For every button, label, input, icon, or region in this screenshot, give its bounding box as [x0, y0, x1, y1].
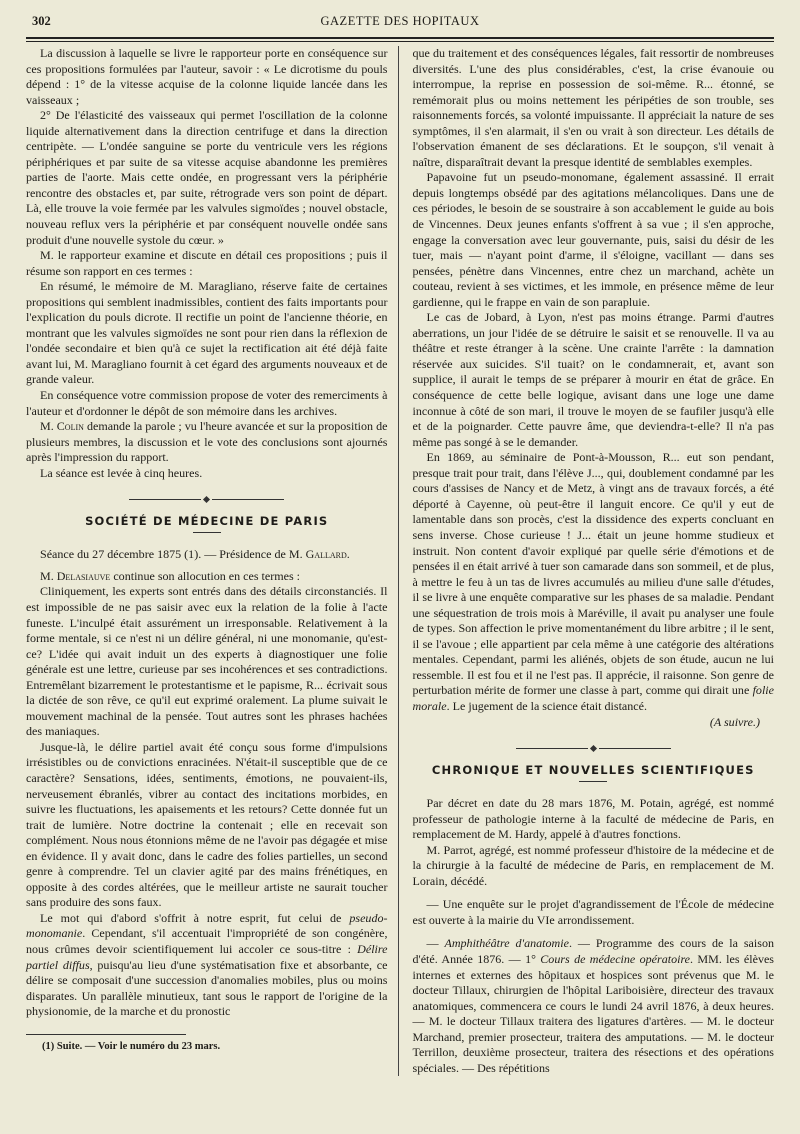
paragraph-text: . — Programme des cours de la saison d'été. Année 1876. — 1°	[412, 936, 774, 966]
page-number: 302	[32, 14, 51, 28]
title-rule	[579, 781, 607, 782]
paragraph	[26, 911, 388, 1020]
paragraph-text: . Cependant, s'il accentuait l'impropriété de son congénère, nous crûmes devoir scientifiquement lui accoler ce sous-titre :	[26, 926, 388, 956]
paragraph	[26, 569, 388, 585]
italic-term: pseudo-monomanie	[26, 910, 388, 941]
continued-note: (A suivre.)	[709, 714, 760, 729]
paragraph-text: . Le jugement de la science était distancé.	[446, 698, 647, 713]
right-column	[413, 46, 775, 1076]
paragraph	[413, 450, 775, 714]
paragraph: 2° De l'élasticité des vaisseaux qui permet l'oscillation de la colonne liquide alternativement dans la direction centrifuge et dans la direction centripète. — L'ondée sanguine se porte du ventricule vers les régions périphériques et par suite de sa vitesse acquise abandonne les premières parties de l'aorte. Mais cette ondée, en progressant vers la périphérie rencontre des obstacles et, par suite, rétrograde vers son point de départ. Là, elle trouve la voie fermée par les valvules sigmoïdes ; nouvel obstacle, nouveau reflux vers la périphérie et par conséquent nouvelle ondée sans produit d'une nouvelle systole du cœur. »	[26, 108, 388, 247]
section-title: CHRONIQUE ET NOUVELLES SCIENTIFIQUES	[431, 763, 755, 778]
paragraph-text: , puisqu'au lieu d'une systématisation fixe et absorbante, ce délire se composait d'une succession d'anomalies mobiles, plus ou moins disparates. Un parallèle minutieux, tant sous le rapport de l'origine de la physionomie, de la marche et du pronostic	[26, 957, 388, 1019]
paragraph: Cliniquement, les experts sont entrés dans des détails circonstanciés. Il est impossible de ne pas saisir avec eux la relation de la folie à l'acte funeste. L'inculpé était assurément un irresponsable. Relativement à la forme mentale, si ce n'est ni un délire général, ni une monomanie, qu'est-ce? L'idée qui avait induit un des experts à diagnostiquer une folie générale est une lettre, curieuse par ses incohérences et ses contradictions. Entremêlant bizarrement le protestantisme et le papisme, R... écrivait sous la dictée de son rêve, ce qu'il eut exprimé oralement. La plume suivait le mouvement machinal de la pensée. Tout autres sont les phrases hachées des maniaques.	[26, 584, 388, 739]
president-name: Gallard.	[305, 547, 350, 562]
italic-term: Amphithéâtre d'anatomie	[444, 936, 569, 951]
paragraph-text: . MM. les élèves internes et externes des hôpitaux et hospices sont prévenus que M. le docteur Tillaux, chirurgien de l'hôpital Lariboisière, directeur des travaux anatomiques, commencera ce cours le lundi 24 avril 1876, à deux heures. — M. le docteur Tillaux traitera des ligatures d'artères. — M. le docteur Marchand, premier prosecteur, traitera des amputations. — M. le docteur Terrillon, deuxième prosecteur, traitera des résections et des opérations spéciales. — Des répétitions	[412, 951, 775, 1075]
paragraph-text: —	[426, 936, 445, 951]
seance-text: Séance du 27 décembre 1875 (1). — Présidence de M.	[40, 547, 306, 562]
paragraph: Le cas de Jobard, à Lyon, n'est pas moins étrange. Parmi d'autres aberrations, un jour l'idée de se détruire le saisit et se renouvelle. Il va au théâtre et reste étranger à la scène. Une crainte l'arrête : la damnation réservée aux suicides. S'il tuait? on le condamnerait, et, avant son supplice, il aurait le temps de se préparer à mourir en état de grâce. En conséquence de cette belle logique, avisant dans une loge une dame inconnue à côté de son mari, il trouve le moyen de se faufiler jusqu'à elle et de la poignarder. Cette pauvre âme, que deviendra-t-elle? Il n'a pas même pas songé à se le demander.	[412, 310, 774, 449]
a-suivre	[413, 715, 775, 731]
paragraph: En conséquence votre commission propose de voter des remerciments à l'auteur et d'ordonner le dépôt de son mémoire dans les archives.	[26, 388, 388, 418]
footnote: (1) Suite. — Voir le numéro du 23 mars.	[42, 1040, 221, 1052]
paragraph: M. le rapporteur examine et discute en détail ces propositions ; puis il résume son rapport en ces termes :	[26, 248, 388, 278]
left-column	[26, 46, 399, 1076]
paragraph-text: demande la parole ; vu l'heure avancée et sur la proposition de plusieurs membres, la discussion et le vote des conclusions sont ajournés après l'impression du rapport.	[26, 419, 388, 465]
paragraph: La discussion à laquelle se livre le rapporteur porte en conséquence sur ces propositions formulées par l'auteur, savoir : « Le dicrotisme du pouls dépend : 1° de la vitesse acquise de la colonne liquide lancée dans les vaisseaux ;	[26, 46, 388, 107]
italic-term: folie morale	[412, 683, 774, 713]
running-title: GAZETTE DES HOPITAUX	[320, 14, 480, 28]
section-ornament	[413, 746, 775, 751]
footnote-rule	[26, 1034, 186, 1035]
paragraph: que du traitement et des conséquences légales, fait ressortir de nombreuses diversités. L'une des plus considérables, c'est, la crise évanouie ou interrompue, la reprise en possession de soi-même. R... étonné, se remémorait plus ou moins nettement les péripéties de son trouble, ses raisonnements forcés, sa volonté impuissante. Il appréciait la nature de ses symptômes, il s'en alarmait, il s'en ou vrait à son directeur. Les détails de l'observation émanent de ses déclarations. Et le soupçon, s'il venait à naître, disparaîtrait devant la presque identité de semblables exemples.	[412, 46, 774, 169]
page-header	[26, 12, 774, 36]
italic-term: Cours de médecine opératoire	[540, 951, 691, 966]
italic-term: Délire partiel diffus	[26, 941, 388, 972]
news-item: — Une enquête sur le projet d'agrandissement de l'École de médecine est ouverte à la mairie du VIe arrondissement.	[412, 897, 774, 927]
speaker-name: M. Colin	[40, 419, 84, 434]
news-item: M. Parrot, agrégé, est nommé professeur d'histoire de la médecine et de la chirurgie à la faculté de médecine de Paris, en remplacement de M. Lorain, décédé.	[412, 842, 774, 888]
section-ornament	[26, 497, 388, 502]
news-item	[413, 936, 775, 1076]
paragraph: En résumé, le mémoire de M. Maragliano, réserve faite de certaines propositions qui semblent inadmissibles, contient des faits importants pour l'explication du pouls dicrote. Il rectifie un point de l'ancienne théorie, en montrant que les valvules sigmoïdes ne sont pour rien dans la réflexion de l'ondée secondaire et bien qu'à ce sujet la rectification ait été déjà faite avant lui, M. Maragliano fournit à cet égard des arguments nouveaux et de grande valeur.	[26, 279, 388, 387]
article-columns	[26, 46, 774, 1076]
title-rule	[193, 532, 221, 533]
seance-line	[26, 547, 388, 563]
paragraph	[26, 419, 388, 466]
paragraph: Papavoine fut un pseudo-monomane, également assassiné. Il errait depuis longtemps obsédé par des agitations mélancoliques. Dans une de ces périodes, le besoin de se soustraire à son accablement le guide au bois de Vincennes. Deux jeunes enfants s'offrent à sa vue ; il s'en approche, engage la conversation avec leur gouvernante, puis, saisi du désir de les tuer, mais — n'ayant point d'arme, il s'éloigne, vacillant — dans ses pensées, pénètre dans Vincennes, entre chez un marchand, achète un couteau, revient à ses victimes, et les immole, en présence même de leur gardienne, qui le frappe en vain de son parapluie.	[412, 170, 774, 309]
paragraph-text: Le mot qui d'abord s'offrit à notre esprit, fut celui de	[40, 910, 350, 925]
news-item: Par décret en date du 28 mars 1876, M. Potain, agrégé, est nommé professeur de pathologie interne à la faculté de médecine de Paris, en remplacement de M. Hardy, appelé à d'autres fonctions.	[412, 796, 774, 842]
paragraph-text: continue son allocution en ces termes :	[110, 568, 301, 583]
speaker-name: M. Delasiauve	[40, 568, 111, 583]
paragraph: Jusque-là, le délire partiel avait été conçu sous forme d'impulsions irrésistibles ou de convictions enracinées. N'était-il susceptible que de ce caractère? Sensations, idées, sentiments, émotions, ne pouvaient-ils, nerveusement ébranlés, vibrer au contact des incitations morbides, en suivre les fluctuations, les apaisements et les retours? Cette donnée fut un trait de lumière. Notre doctrine la contenait ; elle en recevait son complément. Nous nous étonnions même de ne l'avoir pas dégagée et mise en évidence. Il y avait donc, dans le cadre des folies partielles, un second genre à comprendre. Tel un clavier agité par des mains frénétiques, en opposite à des cordes altérées, que le meilleur artiste ne saurait toucher sans produire des sons faux.	[26, 739, 388, 910]
section-title: SOCIÉTÉ DE MÉDECINE DE PARIS	[85, 514, 329, 529]
header-rule	[26, 37, 774, 42]
paragraph-text: En 1869, au séminaire de Pont-à-Mousson, R... eut son pendant, presque trait pour trait, dans l'élève J..., qui, doublement condamné par les cours d'assises de Nancy et de Metz, à vingt ans de travaux forcés, a été déporté à Cayenne, où peut-être il languit encore. Ce qu'il y eut de lamentable dans son procès, c'est la dissidence des experts concluant en sens inverse. Chose curieuse ! J... était un jeune homme studieux et instruit. Non content d'avoir expliqué par quelle série d'émotions et de pensées il en était arrivé à tuer son camarade dans son sommeil, et de plus, à mettre le feu à un tas de livres accumulés au milieu d'une salle d'études, il se livre à une enquête comparative sur les phases de sa maladie. Pendant une séquestration de trois mois à Maréville, il avait pu analyser une foule de types. Son affection le prive momentanément du libre arbitre ; il le sent, il se l'avoue ; elle appartient par cela même à une catégorie des altérations mentales. Cependant, parmi les aliénés, objets de son étude, aucun ne lui ressemble. Il est fou et il ne l'est pas. Il apprécie, il raisonne. Son genre de perturbation mérite de former une classe à part, comme qui dirait une	[412, 450, 774, 698]
paragraph: La séance est levée à cinq heures.	[40, 465, 203, 480]
